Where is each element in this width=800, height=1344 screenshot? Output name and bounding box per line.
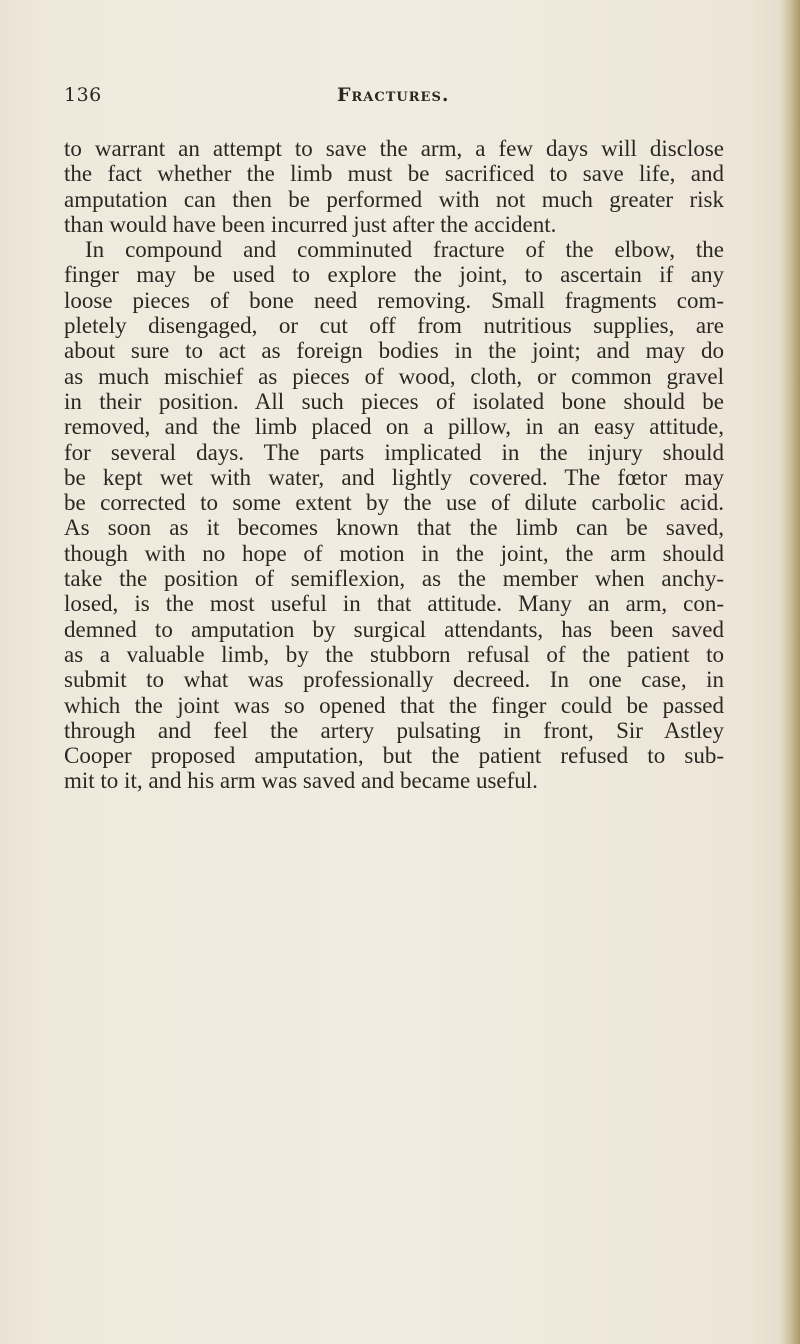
text-line: As soon as it becomes known that the limb can be saved, xyxy=(64,515,724,541)
text-line: finger may be used to explore the joint, to ascertain if any xyxy=(64,262,724,288)
text-line: in their position. All such pieces of isolated bone should be xyxy=(64,388,724,414)
text-line: In compound and comminuted fracture of the elbow, the xyxy=(85,237,724,263)
running-head: Fractures. xyxy=(337,84,450,106)
page-edge-shadow xyxy=(780,0,800,1344)
text-line: the fact whether the limb must be sacrificed to save life, and xyxy=(64,161,724,187)
text-line: mit to it, and his arm was saved and became useful. xyxy=(64,768,538,794)
text-line: loose pieces of bone need removing. Small fragments com- xyxy=(64,287,724,313)
text-line: to warrant an attempt to save the arm, a few days will disclose xyxy=(64,136,724,161)
text-line: than would have been incurred just after the accident. xyxy=(64,211,557,237)
page-number: 136 xyxy=(64,84,102,106)
text-line: though with no hope of motion in the joint, the arm should xyxy=(64,540,724,566)
text-line: Cooper proposed amputation, but the patient refused to sub- xyxy=(64,743,724,769)
page-header xyxy=(64,84,724,114)
text-line: as much mischief as pieces of wood, cloth, or common gravel xyxy=(64,363,724,389)
text-line: be corrected to some extent by the use of dilute carbolic acid. xyxy=(64,490,724,516)
text-line: demned to amputation by surgical attendants, has been saved xyxy=(64,616,724,642)
text-line: submit to what was professionally decreed. In one case, in xyxy=(64,667,724,693)
text-line: for several days. The parts implicated in the injury should xyxy=(64,439,724,465)
text-line: take the position of semiflexion, as the member when anchy- xyxy=(64,566,724,592)
text-line: be kept wet with water, and lightly covered. The fœtor may xyxy=(64,464,724,490)
text-line: which the joint was so opened that the finger could be passed xyxy=(64,692,724,718)
text-line: about sure to act as foreign bodies in the joint; and may do xyxy=(64,338,724,364)
text-line: pletely disengaged, or cut off from nutritious supplies, are xyxy=(64,313,724,339)
text-line: removed, and the limb placed on a pillow, in an easy attitude, xyxy=(64,414,724,440)
text-line: losed, is the most useful in that attitude. Many an arm, con- xyxy=(64,591,724,617)
text-line: amputation can then be performed with not much greater risk xyxy=(64,186,724,212)
body-text xyxy=(64,136,724,794)
text-line: through and feel the artery pulsating in front, Sir Astley xyxy=(64,717,724,743)
text-line: as a valuable limb, by the stubborn refusal of the patient to xyxy=(64,641,724,667)
